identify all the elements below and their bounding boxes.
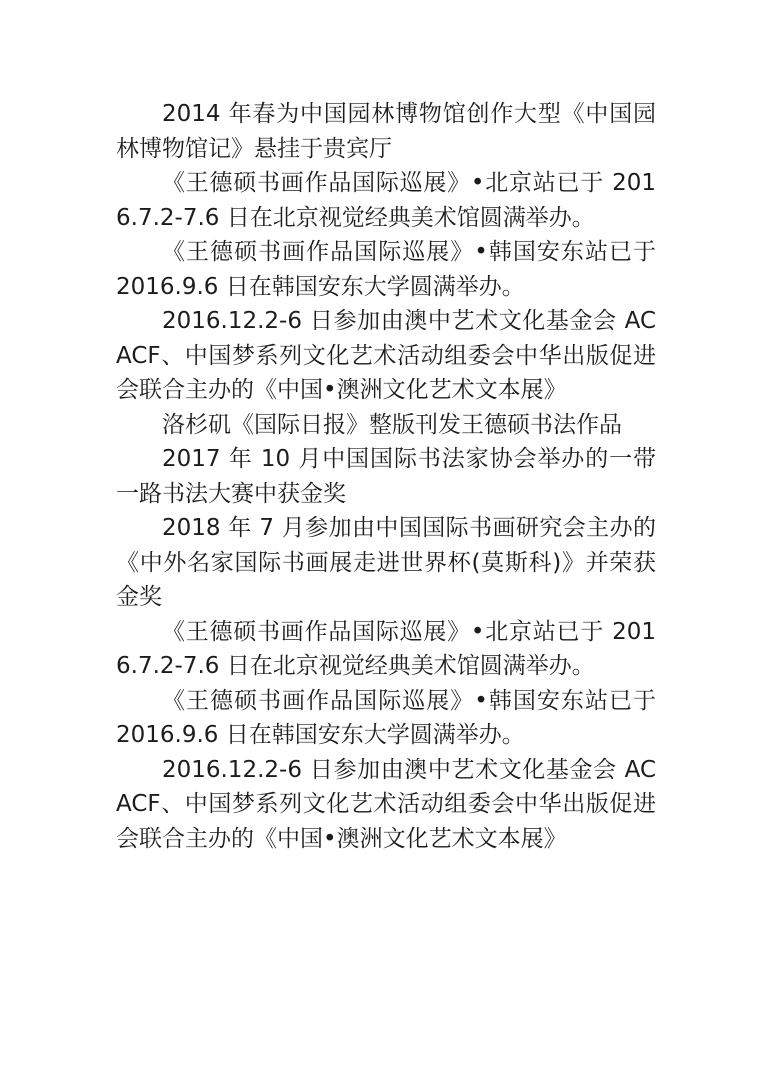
paragraph-beijing-tour: 《王德硕书画作品国际巡展》•北京站已于 2016.7.2-7.6 日在北京视觉经典美术馆圆满举办。	[116, 170, 656, 231]
paragraph-australia-exhibition: 2016.12.2-6 日参加由澳中艺术文化基金会 ACACF、中国梦系列文化艺术活动组委会中华出版促进会联合主办的《中国•澳洲文化艺术文本展》	[116, 308, 656, 403]
paragraph-andong-tour-repeat: 《王德硕书画作品国际巡展》•韩国安东站已于 2016.9.6 日在韩国安东大学圆满举办。	[116, 687, 656, 748]
paragraph-beijing-tour-repeat: 《王德硕书画作品国际巡展》•北京站已于 2016.7.2-7.6 日在北京视觉经典美术馆圆满举办。	[116, 618, 656, 679]
paragraph-andong-tour: 《王德硕书画作品国际巡展》•韩国安东站已于 2016.9.6 日在韩国安东大学圆满举办。	[116, 239, 656, 300]
paragraph-la-newspaper: 洛杉矶《国际日报》整版刊发王德硕书法作品	[162, 411, 622, 438]
document-body	[116, 97, 656, 856]
paragraph-belt-road-award: 2017 年 10 月中国国际书法家协会举办的一带一路书法大赛中获金奖	[116, 446, 656, 507]
paragraph-moscow-award: 2018 年 7 月参加由中国国际书画研究会主办的《中外名家国际书画展走进世界杯(莫斯科)》并荣获金奖	[116, 515, 656, 610]
paragraph-garden-museum: 2014 年春为中国园林博物馆创作大型《中国园林博物馆记》悬挂于贵宾厅	[116, 101, 656, 162]
paragraph-australia-exhibition-repeat: 2016.12.2-6 日参加由澳中艺术文化基金会 ACACF、中国梦系列文化艺术活动组委会中华出版促进会联合主办的《中国•澳洲文化艺术文本展》	[116, 756, 656, 852]
